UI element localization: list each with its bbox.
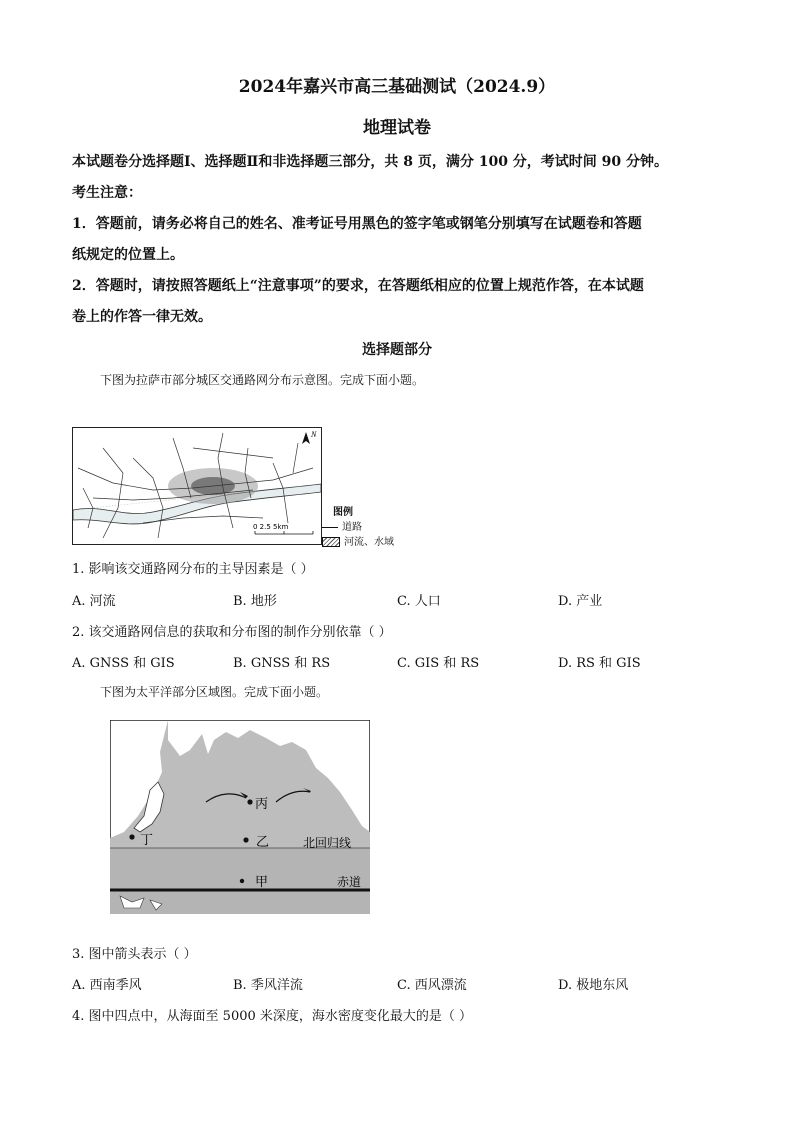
legend-river-item <box>322 533 394 548</box>
exam-subject: 地理试卷 <box>363 118 431 138</box>
pacific-map <box>110 720 370 914</box>
exam-title: 2024年嘉兴市高三基础测试（2024.9） <box>238 77 556 97</box>
north-label: N <box>311 430 317 439</box>
q1-option-b: B. 地形 <box>233 594 277 609</box>
q2-option-a: A. GNSS 和 GIS <box>72 656 175 671</box>
q1-option-a: A. 河流 <box>72 594 116 609</box>
scale-label: 0 2.5 5km <box>253 523 289 531</box>
pacific-map-graphic <box>110 720 370 914</box>
question-1: 1. 影响该交通路网分布的主导因素是（ ） <box>72 562 314 577</box>
section-title: 选择题部分 <box>362 342 432 358</box>
legend-river-label: 河流、水域 <box>344 537 394 548</box>
point-ding-label: 丁 <box>140 832 154 847</box>
q3-option-c: C. 西风漂流 <box>397 978 467 993</box>
q1-option-c: C. 人口 <box>397 594 441 609</box>
notice-item-1: 1．答题前，请务必将自己的姓名、准考证号用黑色的签字笔或钢笔分别填写在试题卷和答题 <box>72 216 642 232</box>
q2-option-d: D. RS 和 GIS <box>558 656 641 671</box>
river-fill-symbol <box>322 537 340 547</box>
road-line-symbol <box>322 527 338 528</box>
q3-option-b: B. 季风洋流 <box>233 978 303 993</box>
q3-option-d: D. 极地东风 <box>558 978 629 993</box>
point-bing-label: 丙 <box>255 796 269 811</box>
group1-intro: 下图为拉萨市部分城区交通路网分布示意图。完成下面小题。 <box>100 373 425 387</box>
question-3: 3. 图中箭头表示（ ） <box>72 947 197 962</box>
notice-item-1-cont: 纸规定的位置上。 <box>72 247 184 263</box>
q2-option-c: C. GIS 和 RS <box>397 656 480 671</box>
notice-item-2: 2．答题时，请按照答题纸上“注意事项”的要求，在答题纸相应的位置上规范作答，在本试题 <box>72 278 644 294</box>
legend-road-item <box>322 518 362 533</box>
equator-label: 赤道 <box>337 875 362 889</box>
legend-road-label: 道路 <box>342 522 362 533</box>
question-2: 2. 该交通路网信息的获取和分布图的制作分别依靠（ ） <box>72 625 392 640</box>
question-4: 4. 图中四点中，从海面至 5000 米深度，海水密度变化最大的是（ ） <box>72 1009 473 1024</box>
q1-option-d: D. 产业 <box>558 594 603 609</box>
notice-item-2-cont: 卷上的作答一律无效。 <box>72 309 212 325</box>
point-jia-label: 甲 <box>255 874 269 889</box>
point-yi-label: 乙 <box>256 834 270 849</box>
group2-intro: 下图为太平洋部分区域图。完成下面小题。 <box>100 685 329 699</box>
notice-label: 考生注意： <box>72 185 142 201</box>
lhasa-map-graphic <box>73 428 321 544</box>
legend-title: 图例 <box>333 507 353 518</box>
lhasa-road-map <box>72 427 322 545</box>
instruction-line: 本试题卷分选择题Ⅰ、选择题Ⅱ和非选择题三部分，共 8 页，满分 100 分，考试时间 90 分钟。 <box>72 154 669 170</box>
tropic-label: 北回归线 <box>303 836 352 850</box>
q3-option-a: A. 西南季风 <box>72 978 142 993</box>
q2-option-b: B. GNSS 和 RS <box>233 656 331 671</box>
